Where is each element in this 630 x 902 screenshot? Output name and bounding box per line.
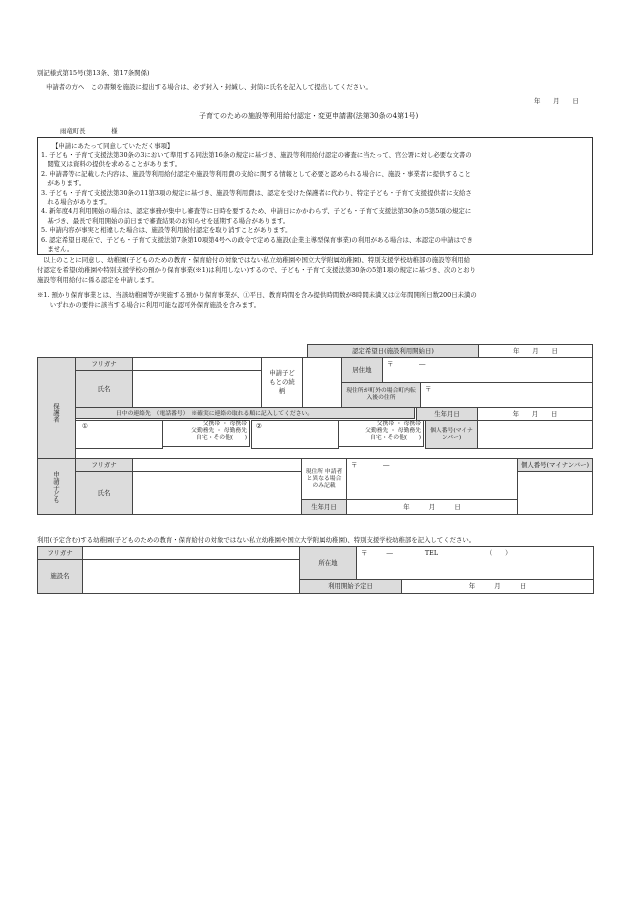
child-name-label: 氏名: [75, 471, 133, 515]
child-section-label: [37, 458, 76, 515]
child-my-number-field[interactable]: [517, 471, 593, 515]
desired-date-label: 認定希望日(施設利用開始日): [307, 344, 479, 358]
contact-1-options[interactable]: [162, 420, 250, 447]
consent-item: 6. 認定希望日現在で、子ども・子育て支援法第7条第10項第4号への政令で定める施設(企業主導型保育事業)の利用がある場合は、本認定の申請はでき: [41, 235, 473, 244]
relation-text: 申請子どもとの続柄: [269, 369, 295, 395]
name-label: 氏名: [75, 370, 133, 408]
guardian-section-label: [37, 357, 76, 469]
facility-location-field[interactable]: [356, 546, 594, 580]
consent-item: 3. 子ども・子育て支援法第30条の11第3項の規定に基づき、施設等利用費は、認定を受けた保護者に代わり、特定子ども・子育て支援提供者に支給さ: [41, 188, 472, 197]
my-number-text: 個人番号(マイナンバー): [430, 427, 473, 441]
consent-list: [41, 151, 473, 254]
application-form: [37, 344, 592, 513]
guardian-label: 保護者: [52, 403, 60, 423]
facility-intro: 利用(予定含む)する幼稚園(子どものための教育・保育給付の対象ではない私立幼稚園や国立大学附属幼稚園)、特別支援学校幼稚部を記入してください。: [37, 536, 476, 544]
child-my-number-label: 個人番号(マイナンバー): [517, 458, 593, 472]
other-address-text: 現住所が町外の場合町内転入後の住所: [346, 388, 416, 401]
statement-line: 施設等利用給付に係る認定を申請します。: [37, 276, 158, 284]
consent-item: れる場合があります。: [41, 198, 111, 207]
start-date-label: 利用開始予定日: [299, 579, 402, 594]
statement-line: 付認定を希望(幼稚園や特別支援学校の預かり保育事業(※1)は利用しない)するので、子ども・子育て支援法第30条の5第1項の規定に基づき、次のとおり: [37, 266, 476, 274]
facility-name-label: 施設名: [37, 559, 83, 594]
consent-item: ません。: [41, 245, 74, 254]
child-birthdate-field[interactable]: 年 月 日: [346, 499, 518, 515]
addressee: 雨竜町長 様: [60, 127, 118, 135]
consent-item: 4. 新年度4月利用開始の場合は、認定事務が集中し審査等に日時を要するため、申請日にかかわらず、子ども・子育て支援法第30条の5第5項の規定に: [41, 207, 472, 216]
consent-item: 基づき、最長で利用開始の前日まで審査結果のお知らせを延期する場合があります。: [41, 216, 290, 225]
birthdate-field[interactable]: 年 月 日: [477, 407, 593, 421]
contact-option: 父勤務先 ・ 母勤務先: [365, 428, 421, 434]
consent-item: 2. 申請書等に記載した内容は、施設等利用給付認定や施設等利用費の支給に関する情報として必要と認められる場合に、施設・事業者に提供すること: [41, 169, 471, 178]
consent-item: 5. 申請内容が事実と相違した場合は、施設等利用給付認定を取り消すことがあります。: [41, 226, 292, 235]
header-date: 年 月 日: [534, 97, 579, 105]
footnote: [37, 290, 477, 310]
facility-form: [37, 546, 592, 592]
facility-furigana-field[interactable]: [82, 546, 300, 560]
consent-item: 1. 子ども・子育て支援法第30条の3において準用する同法第16条の規定に基づき、施設等利用給付認定の審査に当たって、官公署に対し必要な文書の: [41, 151, 472, 159]
contact-1-number: ①: [82, 422, 88, 430]
child-address-field[interactable]: [346, 458, 518, 500]
consent-item: 閲覧又は資料の提供を求めることがあります。: [41, 160, 182, 169]
birthdate-label: 生年月日: [416, 407, 478, 421]
child-furigana-field[interactable]: [132, 458, 302, 472]
child-address-label: [301, 458, 347, 500]
form-number: 別記様式第15号(第13条、第17条関係): [37, 69, 150, 77]
contact-option: 自宅・その他( ): [196, 435, 247, 441]
contact-option: 父携帯 ・ 母携帯: [376, 421, 421, 427]
facility-name-field[interactable]: [82, 559, 300, 594]
desired-date-field[interactable]: 年 月 日: [478, 344, 593, 358]
postal-code-2: 〒: [425, 385, 432, 393]
statement-line: 以上のことに同意し、幼稚園(子どものための教育・保育給付の対象ではない私立幼稚園や国立大学附属幼稚園)、特別支援学校幼稚部の施設等利用給: [37, 256, 471, 264]
facility-furigana-label: フリガナ: [37, 546, 83, 560]
footnote-line: ※1. 預かり保育事業とは、当該幼稚園等が実施する預かり保育事業が、①平日、教育時間を含み提供時間数が8時間未満又は②年間開所日数200日未満の: [37, 291, 477, 299]
start-date-field[interactable]: 年 月 日: [401, 579, 594, 594]
name-field[interactable]: [132, 370, 262, 408]
contact-option: 父勤務先 ・ 母勤務先: [191, 428, 247, 434]
consent-box: [37, 137, 593, 255]
relation-label: [261, 357, 303, 408]
relation-field[interactable]: [302, 357, 342, 408]
consent-heading: 【申請にあたって同意していただく事項】: [52, 142, 174, 150]
daytime-contact-label: 日中の連絡先 （電話番号） ※確実に連絡の取れる順に記入してください。: [75, 407, 415, 419]
furigana-field[interactable]: [132, 357, 262, 371]
applicant-note: 申請者の方へ この書類を施設に提出する場合は、必ず封入・封緘し、封筒に氏名を記入して提出してください。: [46, 83, 372, 91]
footnote-line: いずれかの要件に該当する場合に利用可能な認可外保育施設を含みます。: [37, 301, 261, 309]
my-number-label: [425, 420, 478, 449]
contact-2-number: ②: [256, 422, 262, 430]
my-number-field[interactable]: [477, 420, 593, 449]
child-birthdate-label: 生年月日: [301, 499, 347, 515]
child-label: 申請子ども: [52, 470, 60, 503]
address-label: 居住地: [341, 357, 383, 383]
contact-2-options[interactable]: [338, 420, 424, 447]
contact-option: 自宅・その他( ): [370, 435, 421, 441]
facility-postal-tel: 〒 ― TEL （ ）: [361, 549, 512, 557]
page-title: 子育てのための施設等利用給付認定・変更申請書(法第30条の4第1号): [199, 112, 419, 120]
consent-item: があります。: [41, 179, 86, 188]
contact-option: 父携帯 ・ 母携帯: [202, 421, 247, 427]
other-address-label: [341, 382, 421, 408]
address-field[interactable]: [382, 357, 593, 383]
contact-1-field[interactable]: [75, 420, 163, 449]
consent-statement: [37, 255, 476, 285]
contact-2-field[interactable]: [251, 420, 339, 449]
other-address-field[interactable]: [420, 382, 593, 408]
child-name-field[interactable]: [132, 471, 302, 515]
child-furigana-label: フリガナ: [75, 458, 133, 472]
facility-location-label: 所在地: [299, 546, 357, 580]
child-postal-code: 〒 ―: [351, 461, 390, 469]
postal-code: 〒 ―: [387, 360, 426, 368]
child-address-text: 現住所 申請者と異なる場合のみ記載: [305, 468, 343, 489]
furigana-label: フリガナ: [75, 357, 133, 371]
